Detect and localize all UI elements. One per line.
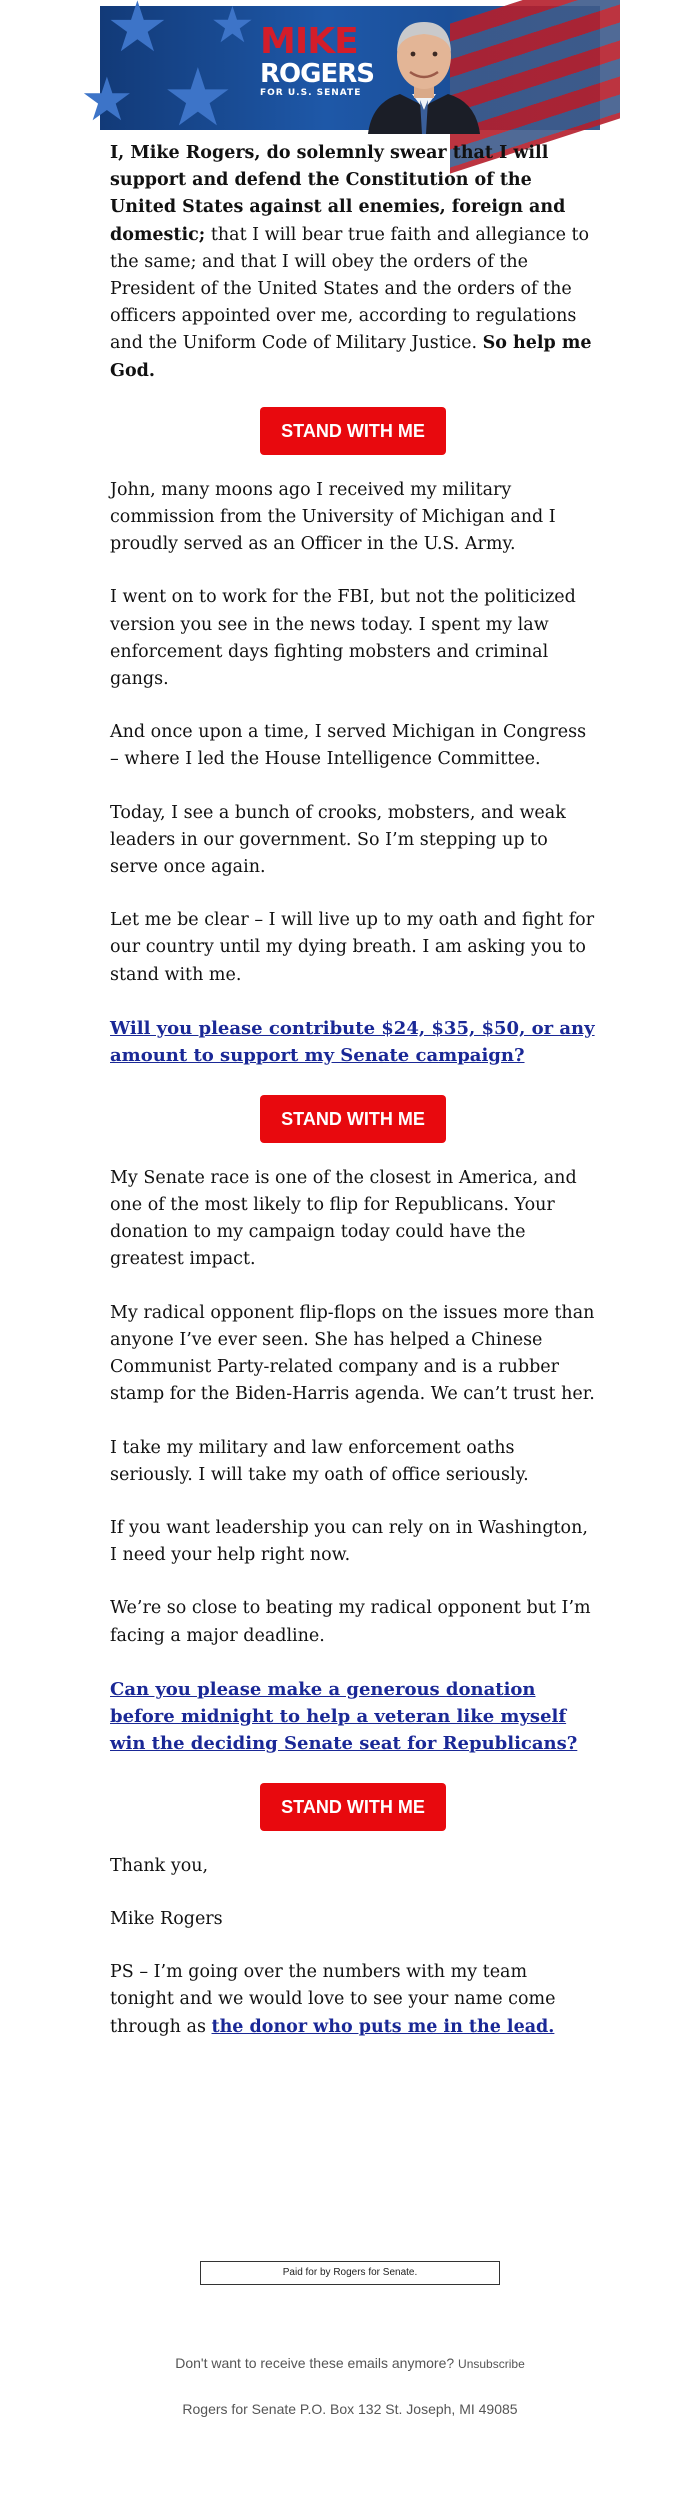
ps-paragraph <box>110 1959 596 2041</box>
star-icon: ★ <box>210 0 255 54</box>
paragraph-fbi: I went on to work for the FBI, but not the politicized version you see in the news today. I spent my law enforcement days fighting mobsters and criminal gangs. <box>110 587 576 690</box>
donate-link[interactable]: Can you please make a generous donation before midnight to help a veteran like myself win the deciding Senate seat for Republicans? <box>110 1678 578 1754</box>
campaign-logo <box>260 21 374 98</box>
paid-for-disclaimer: Paid for by Rogers for Senate. <box>200 2261 500 2285</box>
email-body <box>110 140 596 2067</box>
star-icon: ★ <box>106 0 169 68</box>
stand-with-me-button[interactable]: STAND WITH ME <box>260 407 446 455</box>
contribute-link[interactable]: Will you please contribute $24, $35, $50, or any amount to support my Senate campaign? <box>110 1017 595 1066</box>
paragraph-oaths-seriously: I take my military and law enforcement oaths seriously. I will take my oath of office seriously. <box>110 1437 529 1485</box>
logo-last-name: ROGERS <box>260 59 374 89</box>
paragraph-congress: And once upon a time, I served Michigan in Congress – where I led the House Intelligence Committee. <box>110 722 587 770</box>
unsubscribe-link[interactable]: Unsubscribe <box>458 2357 525 2371</box>
signoff: Thank you, <box>110 1855 209 1876</box>
donor-lead-link[interactable]: the donor who puts me in the lead. <box>211 2016 555 2037</box>
stand-with-me-button[interactable]: STAND WITH ME <box>260 1095 446 1143</box>
candidate-portrait <box>362 10 486 134</box>
cta-row-1 <box>110 407 596 455</box>
oath-closing: So help me God. <box>110 333 592 381</box>
logo-first-name: MIKE <box>260 21 358 62</box>
unsubscribe-line <box>0 2355 700 2371</box>
paragraph-deadline: We’re so close to beating my radical opponent but I’m facing a major deadline. <box>110 1598 591 1646</box>
stand-with-me-button[interactable]: STAND WITH ME <box>260 1783 446 1831</box>
paragraph-oath-pledge: Let me be clear – I will live up to my oath and fight for our country until my dying breath. I am asking you to stand with me. <box>110 910 595 985</box>
cta-row-2 <box>110 1095 596 1143</box>
paragraph-military: John, many moons ago I received my military commission from the University of Michigan and I proudly served as an Officer in the U.S. Army. <box>110 479 556 555</box>
oath-paragraph <box>110 140 596 385</box>
paragraph-serve-again: Today, I see a bunch of crooks, mobsters, and weak leaders in our government. So I’m stepping up to serve once again. <box>110 802 566 878</box>
star-icon: ★ <box>80 65 134 135</box>
ask-paragraph-2 <box>110 1676 596 1757</box>
oath-regular: that I will bear true faith and allegiance to the same; and that I will obey the orders of the President of the United States and the orders of the officers appointed over me, according to regulations and the Uniform Code of Military Justice. <box>110 224 590 354</box>
paragraph-senate-race: My Senate race is one of the closest in America, and one of the most likely to flip for Republicans. Your donation to my campaign today could have the greatest impact. <box>110 1167 577 1270</box>
ps-text: PS – I’m going over the numbers with my team tonight and we would love to see your name come through as <box>110 1962 556 2037</box>
logo-subtitle: FOR U.S. SENATE <box>260 88 362 98</box>
paragraph-opponent: My radical opponent flip-flops on the issues more than anyone I’ve ever seen. She has helped a Chinese Communist Party-related company and is a rubber stamp for the Biden-Harris agenda. We can’t trust her. <box>110 1302 595 1405</box>
ask-paragraph-1 <box>110 1015 596 1069</box>
mailing-address: Rogers for Senate P.O. Box 132 St. Joseph, MI 49085 <box>182 2401 518 2417</box>
header-banner <box>80 0 600 144</box>
unsubscribe-text: Don't want to receive these emails anymore? <box>175 2355 459 2371</box>
star-icon: ★ <box>162 51 234 144</box>
oath-bold: I, Mike Rogers, do solemnly swear that I will support and defend the Constitution of the United States against all enemies, foreign and domestic; <box>110 143 566 245</box>
paragraph-leadership: If you want leadership you can rely on in Washington, I need your help right now. <box>110 1517 588 1566</box>
cta-row-3 <box>110 1783 596 1831</box>
signature: Mike Rogers <box>110 1908 223 1929</box>
